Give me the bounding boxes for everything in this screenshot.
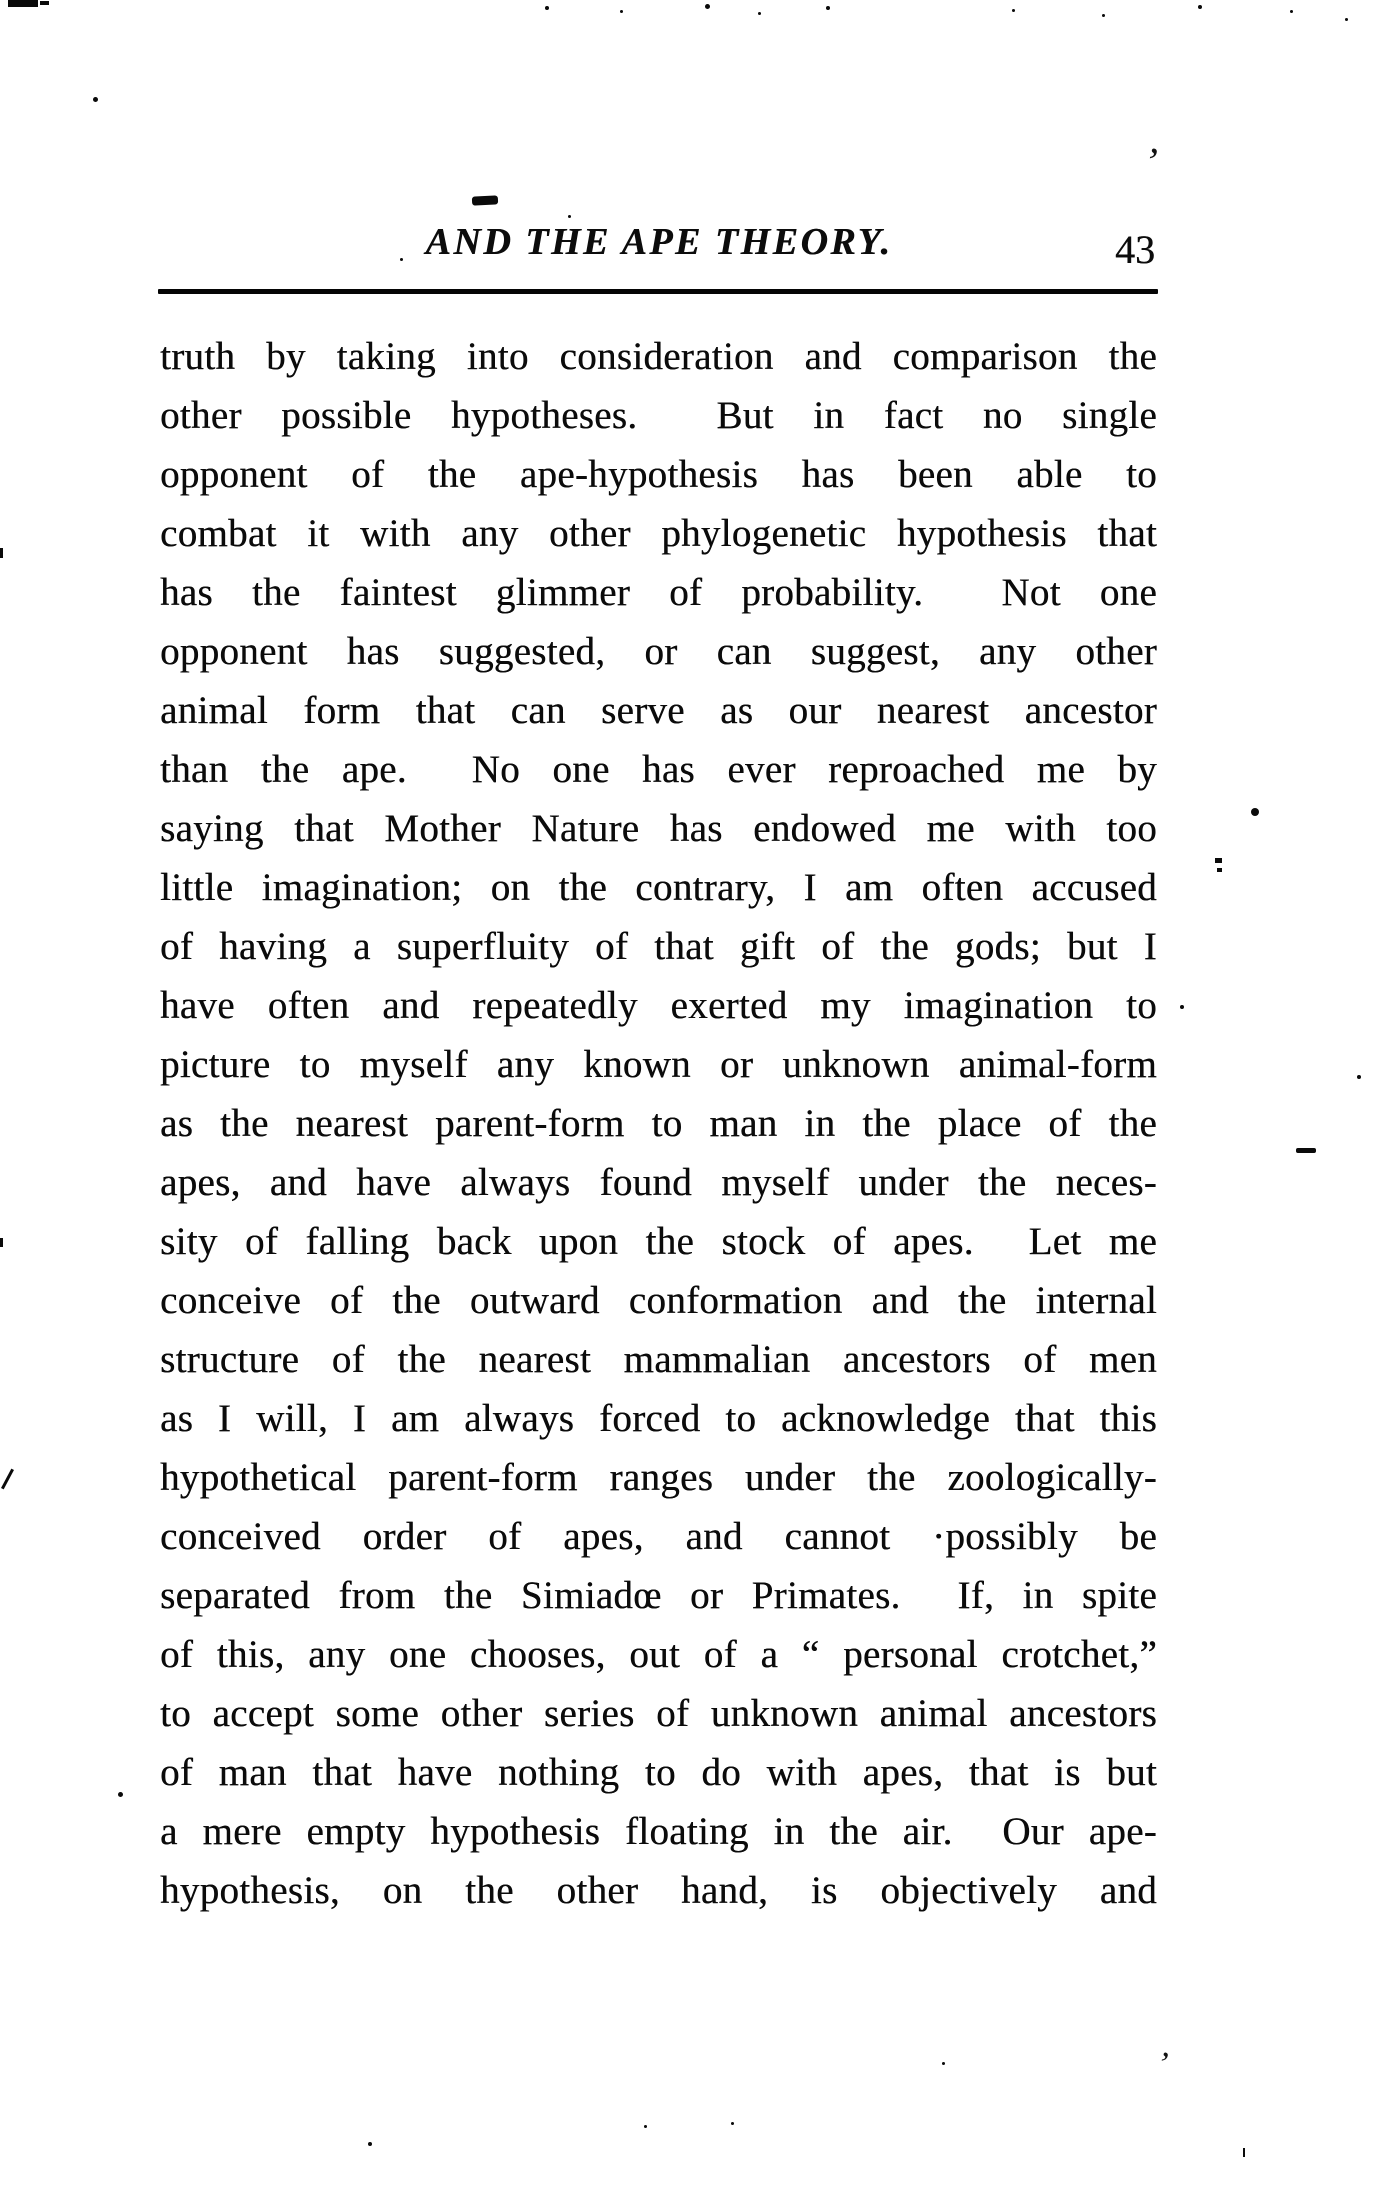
scan-speckle: ’ [1154,2045,1173,2084]
scan-speckle [8,0,38,7]
scan-speckle [1290,10,1293,13]
scan-speckle [826,6,830,10]
text-line: combat it with any other phylogenetic hypothesis that [160,512,1157,555]
text-line: hypothesis, on the other hand, is objectively and [160,1869,1157,1912]
text-line: animal form that can serve as our nearest ancestor [160,689,1157,732]
text-line: a mere empty hypothesis floating in the air. Our ape- [160,1810,1157,1853]
text-line: structure of the nearest mammalian ancestors of men [160,1338,1157,1381]
text-line: has the faintest glimmer of probability. Not one [160,571,1157,614]
scan-speckle [1243,2148,1245,2157]
text-line: other possible hypotheses. But in fact no single [160,394,1157,437]
scan-speckle [1251,808,1259,816]
scan-speckle [1198,5,1202,9]
text-line: separated from the Simiadœ or Primates. If, in spite [160,1574,1157,1617]
scan-speckle [0,548,3,558]
text-line: to accept some other series of unknown animal ancestors [160,1692,1157,1735]
scan-speckle [40,1,49,5]
text-line: than the ape. No one has ever reproached me by [160,748,1157,791]
body-paragraph [160,327,1157,1920]
scan-speckle [1357,1075,1361,1079]
scan-speckle [568,215,571,218]
text-line: opponent of the ape-hypothesis has been able to [160,453,1157,496]
scan-speckle [644,2125,647,2128]
scan-speckle [118,1792,123,1797]
page-number: 43 [1115,227,1155,272]
text-line: opponent has suggested, or can suggest, any other [160,630,1157,673]
scan-speckle [1180,1005,1184,1009]
header-divider-rule [158,289,1158,294]
text-line: hypothetical parent-form ranges under the zoologically- [160,1456,1157,1499]
scan-speckle: ’ [1142,138,1163,185]
text-line: saying that Mother Nature has endowed me with too [160,807,1157,850]
text-line: sity of falling back upon the stock of apes. Let me [160,1220,1157,1263]
scan-speckle [0,1238,3,1247]
text-line: conceive of the outward conformation and the internal [160,1279,1157,1322]
scan-speckle [1012,9,1015,12]
text-line: conceived order of apes, and cannot ·possibly be [160,1515,1157,1558]
scan-speckle [620,10,623,13]
scan-speckle [705,4,710,9]
page-title: AND THE APE THEORY. [425,221,893,263]
scan-speckle [400,258,403,261]
text-line: of this, any one chooses, out of a “ personal crotchet,” [160,1633,1157,1676]
text-line: have often and repeatedly exerted my imagination to [160,984,1157,1027]
scan-speckle [1102,14,1105,17]
text-line: of having a superfluity of that gift of the gods; but I [160,925,1157,968]
scan-speckle [472,195,498,205]
scan-speckle [731,2122,734,2125]
scan-speckle [1296,1148,1316,1153]
scan-speckle [545,6,549,10]
text-line: as I will, I am always forced to acknowledge that this [160,1397,1157,1440]
text-line: apes, and have always found myself under the neces- [160,1161,1157,1204]
text-line: picture to myself any known or unknown animal-form [160,1043,1157,1086]
scan-speckle [1345,18,1348,21]
scan-speckle [368,2142,372,2146]
scan-speckle [758,12,761,15]
scan-speckle [93,97,98,102]
scan-speckle [942,2062,945,2065]
text-line: as the nearest parent-form to man in the place of the [160,1102,1157,1145]
text-line: truth by taking into consideration and comparison the [160,335,1157,378]
text-line: little imagination; on the contrary, I am often accused [160,866,1157,909]
scan-speckle [1,1469,14,1490]
scan-speckle [1217,868,1222,872]
scan-speckle [1215,858,1222,863]
text-line: of man that have nothing to do with apes, that is but [160,1751,1157,1794]
